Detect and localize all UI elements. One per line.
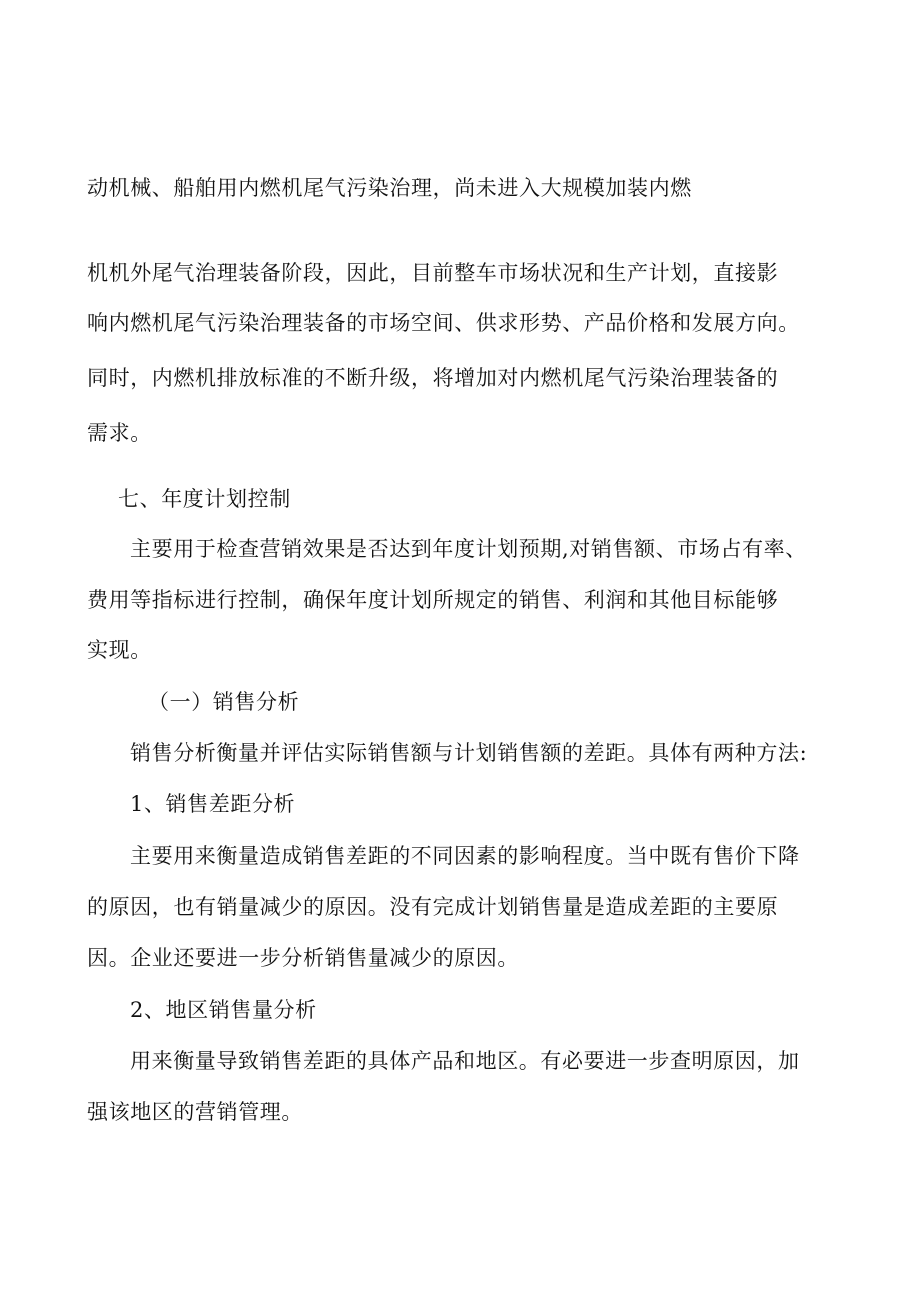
paragraph-line: 强该地区的营销管理。 — [87, 1100, 303, 1124]
paragraph-line: 用来衡量导致销售差距的具体产品和地区。有必要进一步查明原因，加 — [130, 1049, 800, 1073]
subheading: 2、地区销售量分析 — [130, 998, 317, 1022]
paragraph-line: 同时，内燃机排放标准的不断升级，将增加对内燃机尾气污染治理装备的 — [87, 366, 779, 390]
paragraph-line: 主要用于检查营销效果是否达到年度计划预期,对销售额、市场占有率、 — [130, 537, 807, 561]
paragraph-line: 因。企业还要进一步分析销售量减少的原因。 — [87, 946, 519, 970]
paragraph-line: 动机械、船舶用内燃机尾气污染治理，尚未进入大规模加装内燃 — [87, 176, 692, 200]
subsection-heading: （一）销售分析 — [148, 690, 300, 714]
section-heading: 七、年度计划控制 — [118, 487, 291, 511]
paragraph-line: 响内燃机尾气污染治理装备的市场空间、供求形势、产品价格和发展方向。 — [87, 311, 800, 335]
paragraph-line: 机机外尾气治理装备阶段，因此，目前整车市场状况和生产计划，直接影 — [87, 261, 779, 285]
paragraph-line: 需求。 — [87, 421, 152, 445]
paragraph-line: 主要用来衡量造成销售差距的不同因素的影响程度。当中既有售价下降 — [130, 844, 800, 868]
paragraph-line: 实现。 — [87, 638, 152, 662]
subheading: 1、销售差距分析 — [130, 792, 296, 816]
paragraph-line: 费用等指标进行控制，确保年度计划所规定的销售、利润和其他目标能够 — [87, 588, 779, 612]
paragraph-line: 销售分析衡量并评估实际销售额与计划销售额的差距。具体有两种方法: — [130, 741, 808, 765]
paragraph-line: 的原因，也有销量减少的原因。没有完成计划销售量是造成差距的主要原 — [87, 895, 779, 919]
